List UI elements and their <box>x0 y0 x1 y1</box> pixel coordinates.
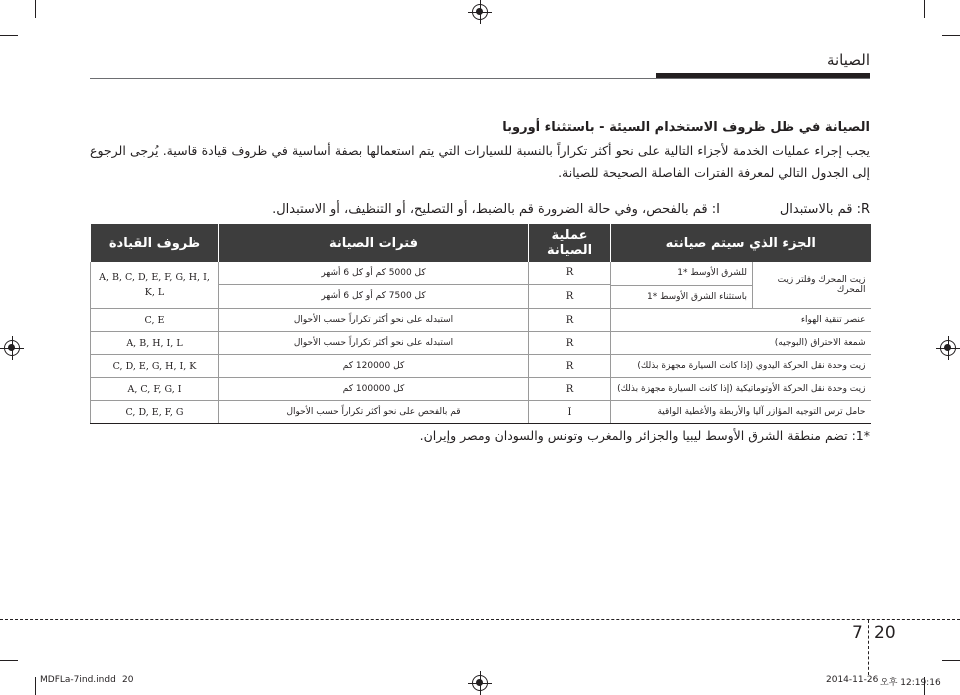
table-cell-conditions: A, C, F, G, I <box>91 378 219 401</box>
table-cell-action: R <box>529 309 611 332</box>
table-row <box>91 309 871 332</box>
table-cell-conditions: C, D, E, F, G <box>91 401 219 424</box>
table-cell-conditions: A, B, H, I, L <box>91 332 219 355</box>
registration-mark-icon <box>940 340 956 356</box>
table-cell-item: حامل ترس التوجيه المؤازر آليا والأربطة والأغطية الواقية <box>611 401 871 424</box>
table-cell-action: R <box>565 291 574 302</box>
intro-paragraph: يجب إجراء عمليات الخدمة لأجزاء التالية على نحو أكثر تكراراً بالنسبة للسيارات التي يتم استعمالها بصفة أساسية في ظروف قيادة قاسية. يُرجى الرجوع إلى الجدول التالي لمعرفة الفترات الفاصلة الصحيحة للصيانة. <box>90 143 870 180</box>
table-cell-interval: استبدله على نحو أكثر تكراراً حسب الأحوال <box>219 332 529 355</box>
crop-mark <box>0 35 18 36</box>
table-cell-interval: كل 120000 كم <box>219 355 529 378</box>
table-cell-interval: كل 5000 كم أو كل 6 أشهر <box>219 262 528 285</box>
table-cell-item: للشرق الأوسط *1 <box>611 262 753 285</box>
crop-mark <box>942 660 960 661</box>
header-rule <box>90 78 870 79</box>
registration-mark-icon <box>472 675 488 691</box>
table-row <box>91 401 871 424</box>
footer-filename: MDFLa-7ind.indd <box>40 675 116 685</box>
table-cell-action: R <box>529 378 611 401</box>
table-cell-interval: كل 7500 كم أو كل 6 أشهر <box>321 291 426 301</box>
legend-replace: R: قم بالاستبدال <box>779 202 870 217</box>
header-action: عملية الصيانة <box>529 224 611 262</box>
footer-file-page: 20 <box>122 675 134 685</box>
table-cell-action: R <box>529 355 611 378</box>
table-cell-item: زيت وحدة نقل الحركة اليدوي (إذا كانت السيارة مجهزة بذلك) <box>611 355 871 378</box>
maintenance-table <box>90 224 871 424</box>
crop-mark <box>924 0 925 18</box>
registration-mark-icon <box>472 4 488 20</box>
footer-time: 오후 12:19:16 <box>880 678 941 688</box>
table-row <box>91 378 871 401</box>
page-number: 20 <box>874 623 896 643</box>
table-cell-item: زيت وحدة نقل الحركة الأوتوماتيكية (إذا كانت السيارة مجهزة بذلك) <box>611 378 871 401</box>
registration-mark-icon <box>4 340 20 356</box>
table-cell-item: شمعة الاحتراق (البوجيه) <box>611 332 871 355</box>
crop-mark <box>0 660 18 661</box>
table-cell-conditions: C, D, E, G, H, I, K <box>91 355 219 378</box>
table-cell-conditions: C, E <box>91 309 219 332</box>
header-item: الجزء الذي سيتم صيانته <box>611 224 871 262</box>
table-row <box>91 332 871 355</box>
table-cell-conditions: A, B, C, D, E, F, G, H, I, K, L <box>91 262 219 309</box>
table-row <box>91 262 871 309</box>
table-cell-interval: استبدله على نحو أكثر تكراراً حسب الأحوال <box>219 309 529 332</box>
table-cell-group-label: زيت المحرك وفلتر زيت المحرك <box>753 262 871 308</box>
header-conditions: ظروف القيادة <box>91 224 219 262</box>
crop-mark <box>942 35 960 36</box>
chapter-number: 7 <box>852 623 863 643</box>
crop-mark <box>35 0 36 18</box>
table-cell-action: R <box>529 262 610 285</box>
table-cell-item-group <box>611 262 871 309</box>
page-number-divider <box>868 620 869 675</box>
footnote: *1: تضم منطقة الشرق الأوسط ليبيا والجزائر والمغرب وتونس والسودان ومصر وإيران. <box>419 428 870 443</box>
table-cell-interval-group <box>219 262 529 309</box>
table-cell-action-group <box>529 262 611 309</box>
footer-date: 2014-11-26 <box>826 675 879 685</box>
page-dashed-rule <box>0 619 960 620</box>
table-cell-interval: قم بالفحص على نحو أكثر تكراراً حسب الأحوال <box>219 401 529 424</box>
table-cell-item: باستثناء الشرق الأوسط *1 <box>646 291 747 302</box>
content-heading: الصيانة في ظل ظروف الاستخدام السيئة - باستثناء أوروبا <box>502 120 870 135</box>
table-cell-item: عنصر تنقية الهواء <box>611 309 871 332</box>
section-title: الصيانة <box>826 51 870 69</box>
header-interval: فترات الصيانة <box>219 224 529 262</box>
table-cell-action: I <box>529 401 611 424</box>
legend-row <box>90 202 870 222</box>
crop-mark <box>35 677 36 695</box>
legend-inspect: I: قم بالفحص، وفي حالة الضرورة قم بالضبط، أو التصليح، أو التنظيف، أو الاستبدال. <box>272 202 720 217</box>
table-row <box>91 355 871 378</box>
table-cell-action: R <box>529 332 611 355</box>
table-header-row <box>91 224 871 262</box>
table-cell-interval: كل 100000 كم <box>219 378 529 401</box>
